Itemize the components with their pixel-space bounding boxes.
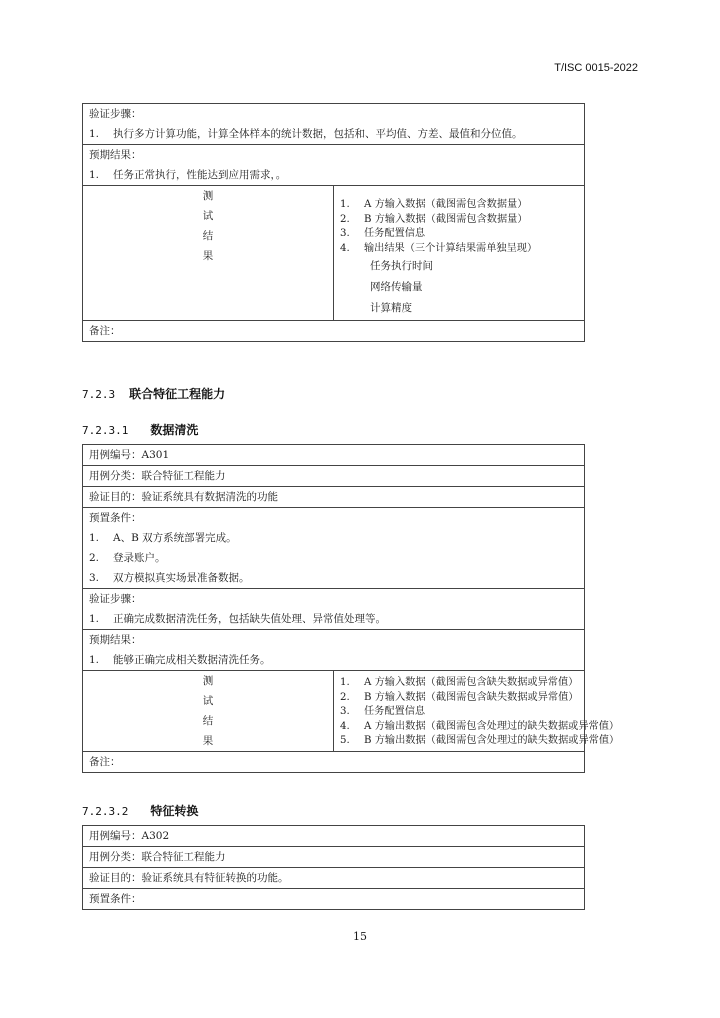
case-purpose: 验证目的：验证系统具有特征转换的功能。 (83, 868, 585, 889)
test-case-table-continued (82, 103, 585, 342)
test-case-table-a301 (82, 444, 620, 773)
test-result-label: 测 试 结 果 (83, 186, 334, 321)
precondition-row (83, 508, 585, 589)
section-heading-7-2-3: 7.2.3 联合特征工程能力 (82, 387, 226, 401)
standard-code: T/ISC 0015-2022 (554, 62, 638, 74)
result-item: 5. B 方输出数据（截图需包含处理过的缺失数据或异常值） (340, 735, 620, 746)
result-item: 4. 输出结果（三个计算结果需单独呈现） (340, 242, 538, 254)
result-extra: 任务执行时间 (370, 260, 433, 272)
remarks-label: 备注： (83, 321, 585, 342)
steps-row (83, 589, 585, 630)
steps-label: 验证步骤： (89, 593, 142, 605)
remarks-row (83, 752, 585, 773)
result-item: 1. A 方输入数据（截图需包含数据量） (340, 199, 528, 210)
section-heading-7-2-3-2: 7.2.3.2 特征转换 (82, 804, 199, 818)
expected-row (83, 630, 585, 671)
precondition-item: 3. 双方模拟真实场景准备数据。 (89, 572, 250, 584)
remarks-label: 备注： (83, 752, 585, 773)
test-result-row (83, 186, 585, 321)
step-item: 1. 执行多方计算功能，计算全体样本的统计数据，包括和、平均值、方差、最值和分位值。 (89, 128, 523, 140)
expected-label: 预期结果： (89, 634, 142, 646)
section-heading-7-2-3-1: 7.2.3.1 数据清洗 (82, 423, 199, 437)
result-item: 3. 任务配置信息 (340, 706, 426, 717)
step-item: 1. 正确完成数据清洗任务，包括缺失值处理、异常值处理等。 (89, 613, 386, 625)
case-category: 用例分类：联合特征工程能力 (83, 847, 585, 868)
expected-label: 预期结果： (89, 149, 142, 161)
case-category: 用例分类：联合特征工程能力 (83, 466, 585, 487)
precondition-item: 1. A、B 双方系统部署完成。 (89, 532, 237, 544)
remarks-row (83, 321, 585, 342)
precondition-label: 预置条件： (83, 889, 585, 910)
steps-label: 验证步骤： (89, 108, 142, 120)
page-number: 15 (353, 930, 367, 943)
case-id: 用例编号：A302 (83, 826, 585, 847)
precondition-label: 预置条件： (89, 512, 142, 524)
result-extra: 计算精度 (370, 302, 412, 314)
steps-row (83, 104, 585, 145)
expected-row (83, 145, 585, 186)
test-result-label: 测 试 结 果 (83, 671, 334, 752)
expected-item: 1. 能够正确完成相关数据清洗任务。 (89, 654, 271, 666)
result-extra: 网络传输量 (370, 281, 423, 293)
result-item: 4. A 方输出数据（截图需包含处理过的缺失数据或异常值） (340, 720, 620, 732)
result-item: 2. B 方输入数据（截图需包含数据量） (340, 213, 528, 225)
result-item: 3. 任务配置信息 (340, 228, 426, 239)
precondition-item: 2. 登录账户。 (89, 552, 166, 564)
case-purpose: 验证目的：验证系统具有数据清洗的功能 (83, 487, 585, 508)
result-item: 1. A 方输入数据（截图需包含缺失数据或异常值） (340, 677, 579, 688)
case-id: 用例编号：A301 (83, 445, 585, 466)
test-case-table-a302 (82, 825, 585, 910)
result-item: 2. B 方输入数据（截图需包含缺失数据或异常值） (340, 691, 579, 703)
test-result-row (83, 671, 585, 752)
expected-item: 1. 任务正常执行，性能达到应用需求，。 (89, 169, 287, 181)
